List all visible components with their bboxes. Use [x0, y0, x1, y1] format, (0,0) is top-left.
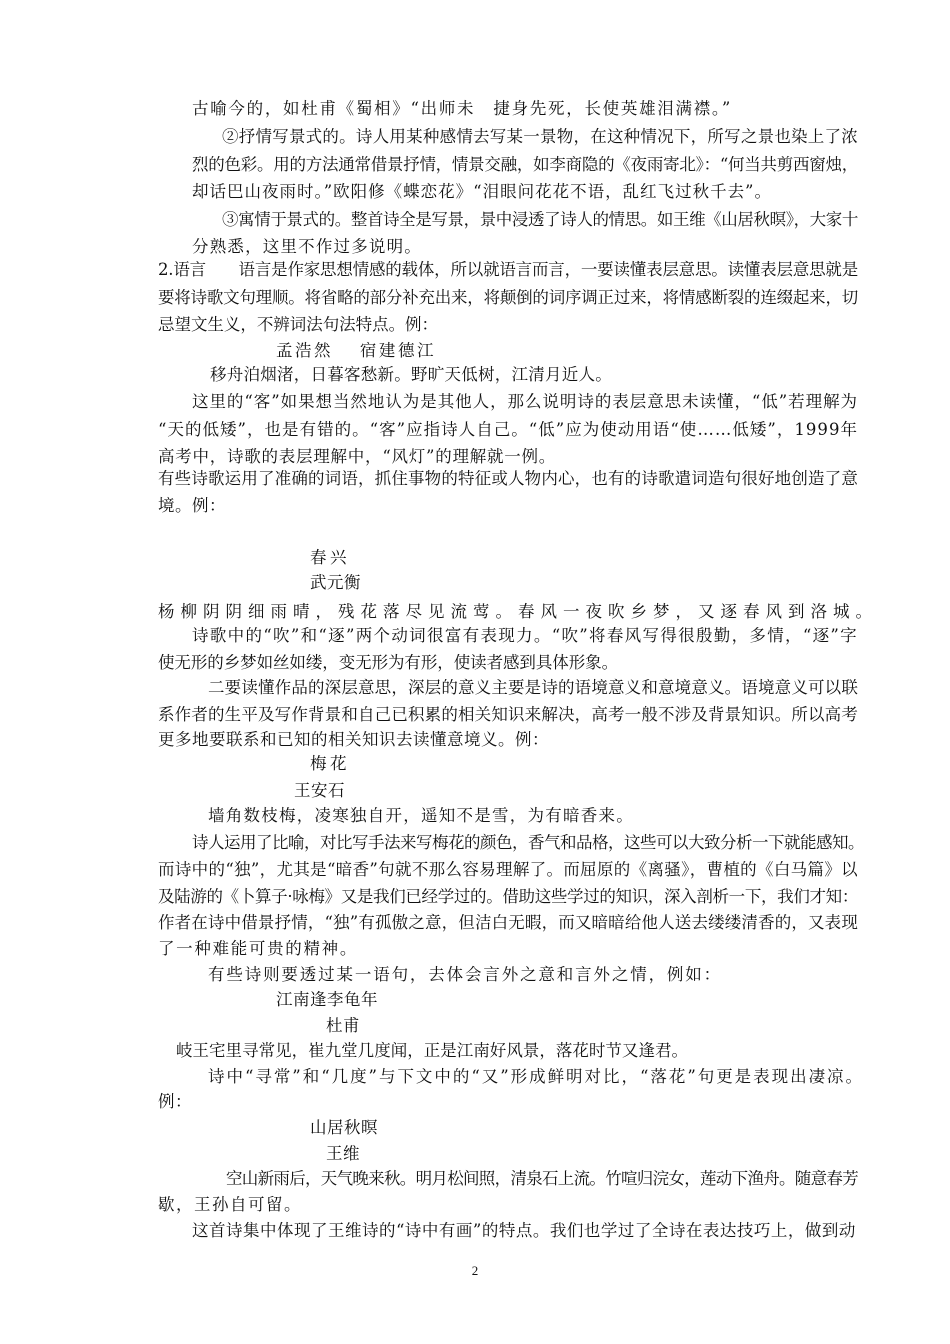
- text-line: 忌望文生义，不辨词法句法特点。例：: [158, 315, 439, 334]
- text-line: 诗中“寻常”和“几度”与下文中的“又”形成鲜明对比，“落花”句更是表现出凄凉。: [208, 1067, 864, 1086]
- poem-author: 杜甫: [326, 1016, 360, 1035]
- page-number: 2: [471, 1263, 479, 1278]
- text-line: 诗人运用了比喻，对比写手法来写梅花的颜色，香气和品格，这些可以大致分析一下就能感知。: [192, 833, 864, 852]
- poem-line: 杨柳阴阴细雨晴，残花落尽见流莺。春风一夜吹乡梦，又逐春风到洛城。: [158, 602, 878, 621]
- text-line: “天的低矮”，也是有错的。“客”应指诗人自己。“低”应为使动用语“使……低矮”，1999年: [158, 420, 858, 439]
- text-line: 要将诗歌文句理顺。将省略的部分补充出来，将颠倒的词序调正过来，将情感断裂的连缀起来，切: [158, 288, 859, 307]
- text-line: 古喻今的，如杜甫《蜀相》“出师未 捷身先死，长使英雄泪满襟。”: [192, 99, 732, 118]
- text-line: 却话巴山夜雨时。”欧阳修《蝶恋花》“泪眼问花花不语，乱红飞过秋千去”。: [192, 182, 772, 201]
- text-line: 使无形的乡梦如丝如缕，变无形为有形，使读者感到具体形象。: [158, 653, 619, 672]
- text-line: 这首诗集中体现了王维诗的“诗中有画”的特点。我们也学过了全诗在表达技巧上，做到动: [192, 1221, 856, 1240]
- text-line: 这里的“客”如果想当然地认为是其他人，那么说明诗的表层意思未读懂，“低”若理解为: [192, 392, 858, 411]
- poem-title: 江南逢李龟年: [276, 990, 378, 1009]
- poem-line: 歇，王孙自可留。: [158, 1195, 302, 1214]
- text-line: 有些诗歌运用了准确的词语，抓住事物的特征或人物内心，也有的诗歌遣词造句很好地创造了意: [158, 469, 858, 488]
- text-line: 烈的色彩。用的方法通常借景抒情，情景交融，如李商隐的《夜雨寄北》：“何当共剪西窗烛，: [192, 155, 858, 174]
- poem-author: 王安石: [294, 781, 345, 800]
- poem-line: 空山新雨后，天气晚来秋。明月松间照，清泉石上流。竹喧归浣女，莲动下渔舟。随意春芳: [226, 1169, 859, 1188]
- text-line: 境。例：: [158, 496, 226, 515]
- poem-line: 移舟泊烟渚，日暮客愁新。野旷天低树，江清月近人。: [210, 365, 612, 384]
- text-line: ③寓情于景式的。整首诗全是写景，景中浸透了诗人的情思。如王维《山居秋暝》，大家十: [222, 210, 859, 229]
- text-line: 系作者的生平及写作背景和自己已积累的相关知识来解决，高考一般不涉及背景知识。所以高考: [158, 705, 858, 724]
- text-line: 而诗中的“独”，尤其是“暗香”句就不那么容易理解了。而屈原的《离骚》，曹植的《白马篇》以: [158, 860, 858, 879]
- text-line: ②抒情写景式的。诗人用某种感情去写某一景物，在这种情况下，所写之景也染上了浓: [222, 127, 858, 146]
- poem-line: 岐王宅里寻常见，崔九堂几度闻，正是江南好风景，落花时节又逢君。: [176, 1041, 688, 1060]
- text-line: 更多地要联系和已知的相关知识去读懂意境义。例：: [158, 730, 549, 749]
- text-line: 作者在诗中借景抒情，“独”有孤傲之意，但洁白无暇，而又暗暗给他人送去缕缕清香的，又表现: [158, 913, 858, 932]
- text-line: 二要读懂作品的深层意思，深层的意义主要是诗的语境意义和意境意义。语境意义可以联: [208, 678, 858, 697]
- poem-title: 山居秋暝: [310, 1118, 378, 1137]
- poem-line: 墙角数枝梅，凌寒独自开，遥知不是雪，为有暗香来。: [208, 806, 634, 825]
- text-line: 例：: [158, 1092, 192, 1111]
- text-line: 分熟悉，这里不作过多说明。: [192, 237, 422, 256]
- text-line: 诗歌中的“吹”和“逐”两个动词很富有表现力。“吹”将春风写得很殷勤，多情，“逐”字: [192, 626, 858, 645]
- text-line: 2.语言 语言是作家思想情感的载体，所以就语言而言，一要读懂表层意思。读懂表层意思就是: [158, 260, 858, 279]
- text-line: 有些诗则要透过某一语句，去体会言外之意和言外之情，例如：: [208, 965, 722, 984]
- text-line: 及陆游的《卜算子·咏梅》又是我们已经学过的。借助这些学过的知识，深入剖析一下，我们才知：: [158, 887, 858, 906]
- poem-author: 王维: [326, 1144, 360, 1163]
- poem-title: 孟浩然 宿建德江: [276, 341, 436, 360]
- poem-title: 梅花: [310, 754, 350, 773]
- text-line: 了一种难能可贵的精神。: [158, 939, 358, 958]
- poem-author: 武元衡: [310, 573, 361, 592]
- poem-title: 春兴: [310, 548, 350, 567]
- text-line: 高考中，诗歌的表层理解中，“风灯”的理解就一例。: [158, 447, 556, 466]
